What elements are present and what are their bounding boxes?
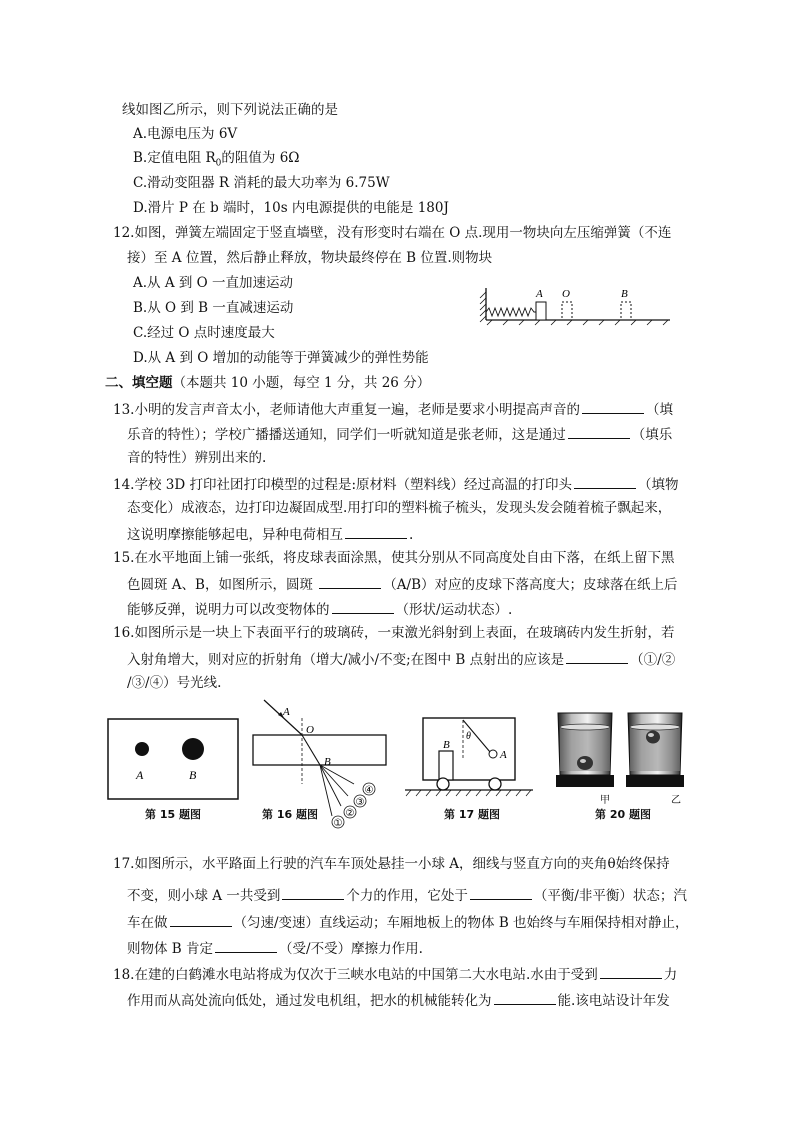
q12-stem-line1: 12.如图，弹簧左端固定于竖直墙壁，没有形变时右端在 O 点.现用一物块向左压缩弹簧（不连 [113, 225, 672, 241]
q16-line2: 入射角增大，则对应的折射角（增大/减小/不变;在图中 B 点射出的应该是 （①/② [127, 649, 675, 669]
q16-line3: /③/④）号光线. [127, 675, 222, 691]
fig17-label-b: B [443, 739, 450, 751]
q16-blank-1 [566, 649, 628, 664]
fig15-figure [107, 718, 239, 800]
q12-label-b: B [621, 288, 628, 300]
q11-intro: 线如图乙所示，则下列说法正确的是 [122, 102, 338, 118]
q17-blank-2 [470, 885, 532, 900]
q18-line1: 18.在建的白鹤滩水电站将成为仅次于三峡水电站的中国第二大水电站.水由于受到 力 [113, 964, 677, 984]
q17-blank-1 [282, 885, 344, 900]
fig16-label-a: A [283, 706, 290, 718]
fig16-ray-1: ① [333, 818, 343, 829]
fig15-caption: 第 15 题图 [145, 808, 201, 821]
q11-option-b: B.定值电阻 $R_0$的阻值为 6Ω [133, 150, 300, 169]
fig20-label-yi: 乙 [671, 795, 681, 806]
q13-line2: 乐音的特性）；学校广播播送通知，同学们一听就知道是张老师，这是通过 （填乐 [127, 424, 672, 444]
q17-line4: 则物体 B 肯定 （受/不受）摩擦力作用. [127, 938, 423, 958]
q14-blank-2 [345, 524, 407, 539]
fig16-ray-4: ④ [364, 785, 374, 796]
q12-option-b: B.从 O 到 B 一直减速运动 [133, 300, 294, 316]
q15-line3: 能够反弹，说明力可以改变物体的 （形状/运动状态）. [127, 599, 512, 619]
q12-label-a: A [536, 288, 543, 300]
fig17-caption: 第 17 题图 [444, 808, 500, 821]
fig17-label-theta: θ [466, 731, 471, 742]
fig16-label-o: O [306, 724, 314, 736]
q13-blank-1 [582, 399, 644, 414]
q14-line1: 14.学校 3D 打印社团打印模型的过程是:原材料（塑料线）经过高温的打印头 （填物 [113, 474, 679, 494]
q14-line3: 这说明摩擦能够起电，异种电荷相互 . [127, 524, 413, 544]
q18-line2: 作用而从高处流向低处，通过发电机组，把水的机械能转化为 能.该电站设计年发 [127, 990, 670, 1010]
q17-line2: 不变，则小球 A 一共受到 个力的作用，它处于 （平衡/非平衡）状态；汽 [127, 885, 687, 905]
q18-blank-1 [600, 964, 662, 979]
q11-option-a: A.电源电压为 6V [133, 126, 238, 142]
fig16-ray-3: ③ [355, 797, 365, 808]
fig20-label-jia: 甲 [600, 795, 610, 806]
q13-line3: 音的特性）辨别出来的. [127, 450, 267, 466]
q15-line2: 色圆斑 A、B，如图所示，圆斑 （A/B）对应的皮球下落高度大；皮球落在纸上后 [127, 574, 677, 594]
fig20-figure [550, 711, 690, 807]
q11-option-d: D.滑片 P 在 b 端时，10s 内电源提供的电能是 180J [133, 200, 449, 216]
q13-line1: 13.小明的发言声音太小，老师请他大声重复一遍，老师是要求小明提高声音的 （填 [113, 399, 673, 419]
q17-line3: 车在做 （匀速/变速）直线运动；车厢地板上的物体 B 也始终与车厢保持相对静止， [127, 912, 689, 932]
q12-option-d: D.从 A 到 O 增加的动能等于弹簧减少的弹性势能 [133, 350, 429, 366]
fig16-ray-2: ② [345, 808, 355, 819]
q17-line1: 17.如图所示，水平路面上行驶的汽车车顶处悬挂一小球 A，细线与竖直方向的夹角θ始终保持 [113, 856, 670, 872]
q16-line1: 16.如图所示是一块上下表面平行的玻璃砖，一束激光斜射到上表面，在玻璃砖内发生折射，若 [113, 625, 675, 641]
q15-blank-2 [332, 599, 394, 614]
q11-option-c: C.滑动变阻器 R 消耗的最大功率为 6.75W [133, 175, 390, 191]
q15-line1: 15.在水平地面上铺一张纸，将皮球表面涂黑，使其分别从不同高度处自由下落，在纸上留下黑 [113, 550, 675, 566]
fig16-caption: 第 16 题图 [262, 808, 318, 821]
q14-line2: 态变化）成液态，边打印边凝固成型.用打印的塑料梳子梳头，发现头发会随着梳子飘起来， [127, 500, 672, 516]
fig16-label-b: B [324, 756, 331, 768]
q12-option-a: A.从 A 到 O 一直加速运动 [133, 275, 294, 291]
fig15-label-a: A [136, 768, 144, 782]
fig20-caption: 第 20 题图 [595, 808, 651, 821]
q14-blank-1 [574, 474, 636, 489]
fig15-label-b: B [189, 768, 197, 782]
q17-blank-4 [215, 938, 277, 953]
q17-blank-3 [170, 912, 232, 927]
fig17-label-a: A [500, 749, 507, 761]
q12-option-c: C.经过 O 点时速度最大 [133, 325, 275, 341]
q15-blank-1 [319, 574, 381, 589]
q12-spring-figure [478, 284, 674, 326]
q12-stem-line2: 接）至 A 位置，然后静止释放，物块最终停在 B 位置.则物块 [127, 250, 493, 266]
q18-blank-2 [494, 990, 556, 1005]
section-heading: 二、填空题（本题共 10 小题，每空 1 分，共 26 分） [105, 375, 431, 391]
q13-blank-2 [568, 424, 630, 439]
fig17-figure [403, 712, 535, 804]
q12-label-o: O [562, 288, 570, 300]
